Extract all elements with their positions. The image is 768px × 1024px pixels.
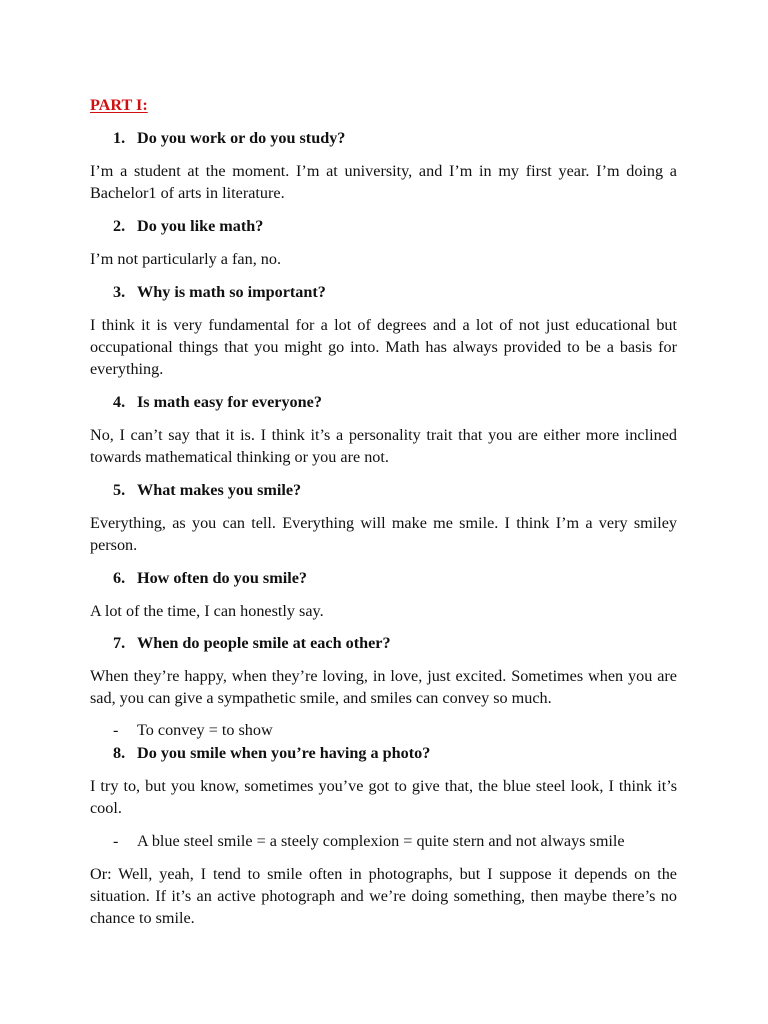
question-number: 3.: [113, 283, 126, 301]
question-number: 5.: [113, 481, 126, 499]
vocab-note-text: To convey = to show: [137, 721, 273, 739]
question-3: [113, 281, 326, 303]
vocab-note-2: [113, 830, 625, 852]
question-number: 7.: [113, 634, 126, 652]
question-text: Do you work or do you study?: [137, 129, 346, 147]
answer-8: I try to, but you know, sometimes you’ve got to give that, the blue steel look, I think it’s cool.: [90, 777, 677, 817]
answer-8-alternative: Or: Well, yeah, I tend to smile often in photographs, but I suppose it depends on the situation. If it’s an active photograph and we’re doing something, then maybe there’s no chance to smile.: [90, 865, 677, 927]
question-number: 1.: [113, 129, 126, 147]
question-7: [113, 632, 391, 654]
answer-5: Everything, as you can tell. Everything will make me smile. I think I’m a very smiley person.: [90, 514, 677, 554]
question-text: What makes you smile?: [137, 481, 302, 499]
question-number: 6.: [113, 569, 126, 587]
question-8: [113, 742, 430, 764]
question-2: [113, 215, 263, 237]
question-1: [113, 127, 345, 149]
answer-1: I’m a student at the moment. I’m at university, and I’m in my first year. I’m doing a Bachelor1 of arts in literature.: [90, 162, 677, 202]
question-text: Is math easy for everyone?: [137, 393, 322, 411]
bullet-dash: -: [113, 832, 119, 850]
question-5: [113, 479, 301, 501]
question-number: 2.: [113, 217, 126, 235]
question-text: How often do you smile?: [137, 569, 307, 587]
question-text: When do people smile at each other?: [137, 634, 391, 652]
question-text: Do you like math?: [137, 217, 264, 235]
answer-2: I’m not particularly a fan, no.: [90, 250, 282, 268]
question-4: [113, 391, 322, 413]
bullet-dash: -: [113, 721, 119, 739]
vocab-note-1: [113, 719, 273, 741]
question-number: 8.: [113, 744, 126, 762]
question-text: Why is math so important?: [137, 283, 326, 301]
vocab-note-text: A blue steel smile = a steely complexion = quite stern and not always smile: [137, 832, 625, 850]
answer-4: No, I can’t say that it is. I think it’s a personality trait that you are either more inclined towards mathematical thinking or you are not.: [90, 426, 677, 466]
question-text: Do you smile when you’re having a photo?: [137, 744, 431, 762]
question-number: 4.: [113, 393, 126, 411]
section-heading: PART I:: [90, 96, 148, 114]
question-6: [113, 567, 307, 589]
answer-7: When they’re happy, when they’re loving, in love, just excited. Sometimes when you are sad, you can give a sympathetic smile, and smiles can convey so much.: [90, 667, 677, 707]
answer-3: I think it is very fundamental for a lot of degrees and a lot of not just educational but occupational things that you might go into. Math has always provided to be a basis for everything.: [90, 316, 677, 378]
answer-6: A lot of the time, I can honestly say.: [90, 602, 324, 620]
